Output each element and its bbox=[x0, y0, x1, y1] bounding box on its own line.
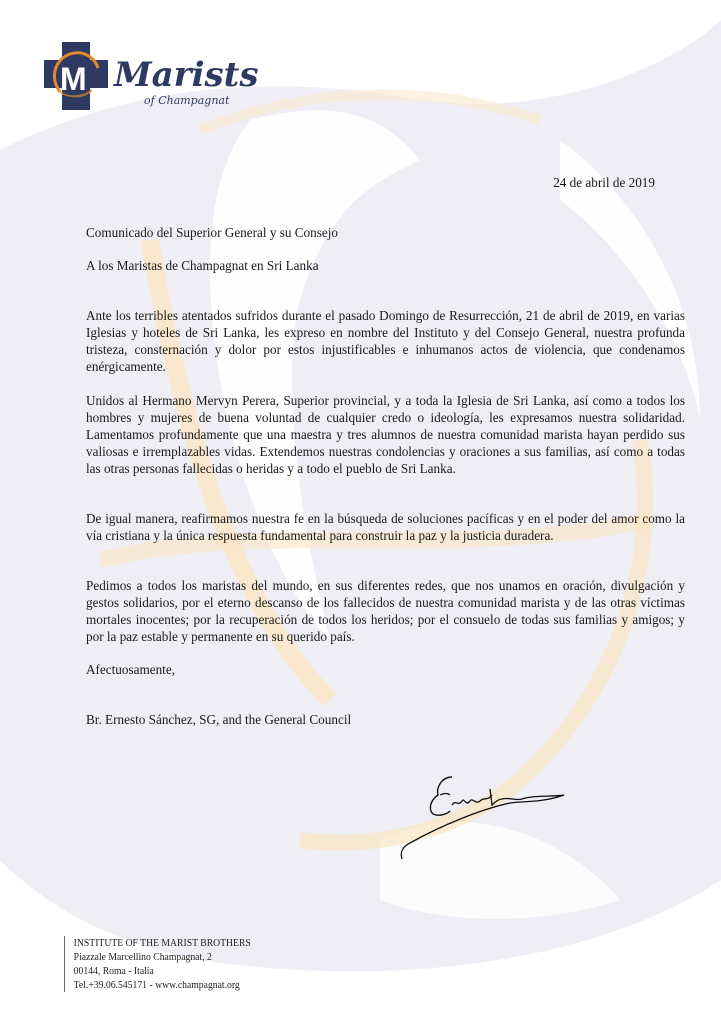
letter-closing: Afectuosamente, bbox=[86, 662, 175, 677]
handwritten-signature bbox=[392, 765, 582, 860]
letter-heading: Comunicado del Superior General y su Consejo bbox=[86, 225, 338, 240]
footer-city: 00144, Roma - Italia bbox=[73, 965, 154, 977]
logo-subtitle: of Champagnat bbox=[144, 94, 230, 107]
footer-institute-name: INSTITUTE OF THE MARIST BROTHERS bbox=[73, 937, 251, 949]
paragraph-1: Ante los terribles atentados sufridos durante el pasado Domingo de Resurrección, 21 de abril de 2019, en varias Iglesias y hoteles de Sri Lanka, les expreso en nombre del Instituto y del Consejo General, nuestra profunda tristeza, consternación y dolor por estos injustificables e inhumanos actos de violencia, que condenamos enérgicamente. bbox=[86, 308, 685, 374]
letter-date: 24 de abril de 2019 bbox=[553, 175, 655, 190]
svg-text:M: M bbox=[60, 61, 87, 97]
paragraph-3: De igual manera, reafirmamos nuestra fe en la búsqueda de soluciones pacíficas y en el poder del amor como la vía cristiana y la única respuesta fundamental para construir la paz y la justicia duradera. bbox=[86, 511, 685, 543]
footer-contact: Tel.+39.06.545171 - www.champagnat.org bbox=[73, 979, 240, 991]
footer-address: Piazzale Marcellino Champagnat, 2 bbox=[73, 951, 212, 963]
letter-recipient: A los Maristas de Champagnat en Sri Lanka bbox=[86, 258, 319, 273]
institute-footer bbox=[64, 936, 251, 992]
paragraph-2: Unidos al Hermano Mervyn Perera, Superior provincial, y a toda la Iglesia de Sri Lanka, así como a todos los hombres y mujeres de buena voluntad de cualquier credo o ideología, les expresamos nuestra solidaridad. Lamentamos profundamente que una maestra y tres alumnos de nuestra comunidad marista hayan perdido sus valiosas e irremplazables vidas. Extendemos nuestras condolencias y oraciones a sus familias, así como a todas las otras personas fallecidas o heridas y a todo el pueblo de Sri Lanka. bbox=[86, 393, 685, 476]
marists-logo bbox=[40, 38, 259, 118]
letter-signatory: Br. Ernesto Sánchez, SG, and the General Council bbox=[86, 712, 352, 727]
logo-name: Marists bbox=[114, 55, 259, 95]
paragraph-4: Pedimos a todos los maristas del mundo, en sus diferentes redes, que nos unamos en oración, divulgación y gestos solidarios, por el eterno descanso de los fallecidos de nuestra comunidad marista y de las otras víctimas mortales inocentes; por la recuperación de todos los heridos; por el consuelo de todas sus familias y amigos; y por la paz estable y permanente en su querido país. bbox=[86, 578, 685, 644]
